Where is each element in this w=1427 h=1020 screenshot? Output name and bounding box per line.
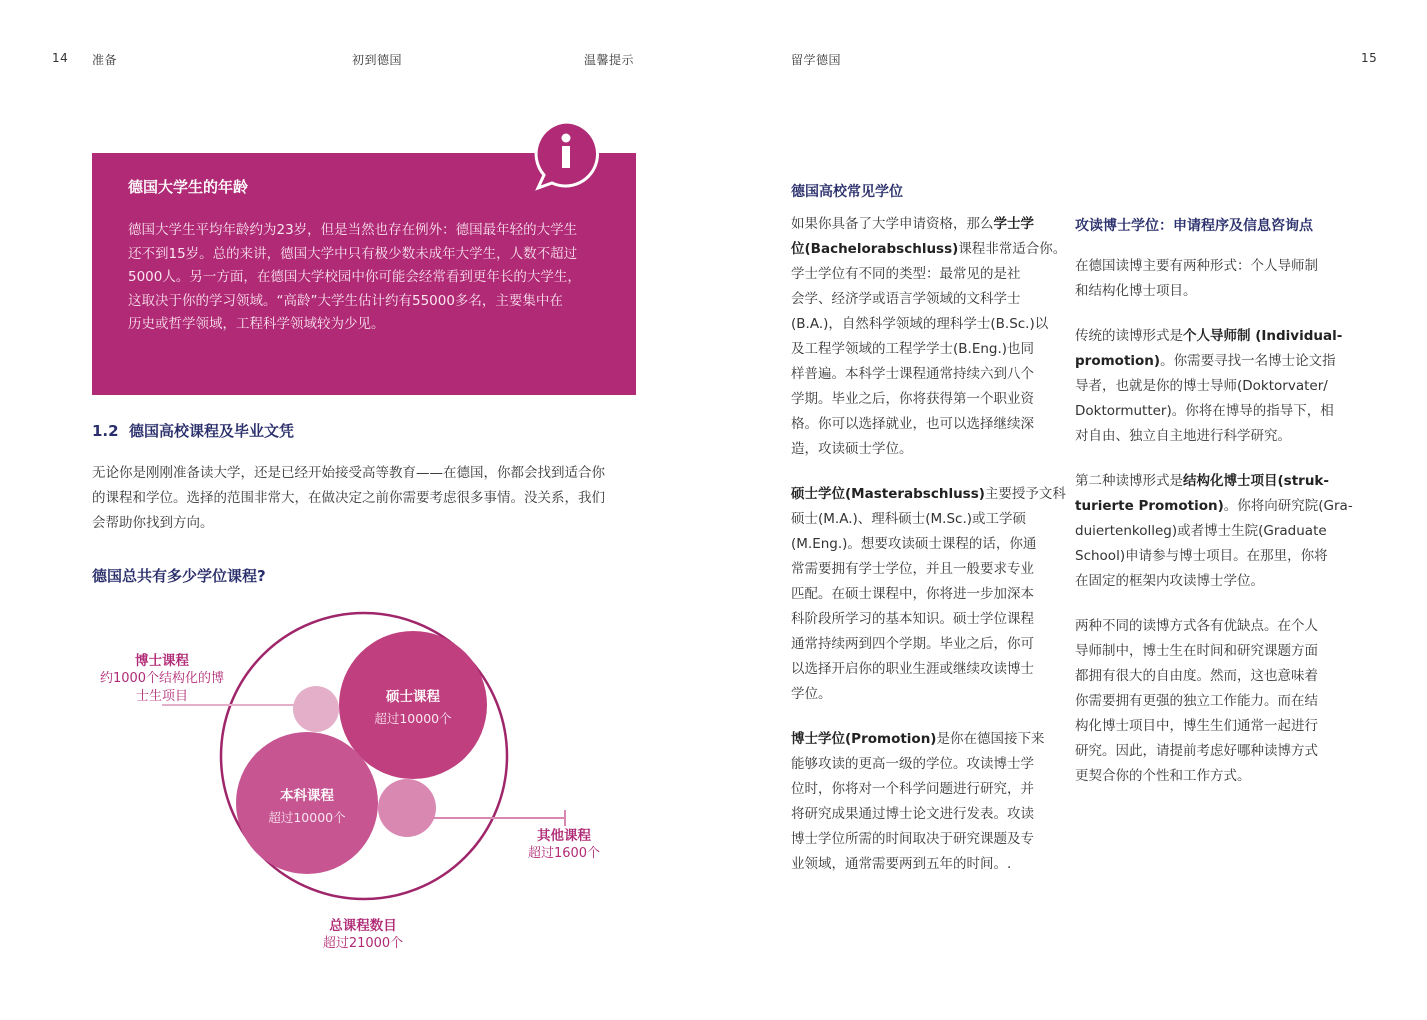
- text-segment: 导者，也就是你的博士导师(Doktorvater/: [1075, 378, 1328, 394]
- text-segment: (B.A.)，自然科学领域的理科学士(B.Sc.)以: [791, 316, 1049, 332]
- text-line: [1075, 614, 1341, 639]
- text-line: [1075, 689, 1341, 714]
- text-segment: 学期。毕业之后，你将获得第一个职业资: [791, 391, 1034, 407]
- info-box-line: 这取决于你的学习领域。“高龄”大学生估计约有55000多名，主要集中在: [128, 292, 563, 309]
- nav-arrival[interactable]: 初到德国: [352, 53, 403, 67]
- text-line: [791, 557, 1057, 582]
- page-number-right: 15: [1361, 51, 1378, 65]
- text-line: [791, 752, 1057, 777]
- bold-term: turierte Promotion): [1075, 498, 1224, 514]
- master-paragraph: [791, 482, 1066, 707]
- text-line: [791, 852, 1057, 877]
- text-line: [791, 507, 1057, 532]
- text-segment: 研究。因此，请提前考虑好哪种读博方式: [1075, 743, 1318, 759]
- text-segment: 构化博士项目中，博生生们通常一起进行: [1075, 718, 1318, 734]
- total-label: 总课程数目: [329, 918, 397, 934]
- info-icon: [528, 118, 604, 198]
- bold-term: 博士学位(Promotion): [791, 731, 937, 747]
- text-segment: 在德国读博主要有两种形式：个人导师制: [1075, 258, 1318, 274]
- text-segment: 格。你可以选择就业，也可以选择继续深: [791, 416, 1034, 432]
- text-segment: 位时，你将对一个科学问题进行研究，并: [791, 781, 1034, 797]
- text-segment: 硕士(M.A.)、理科硕士(M.Sc.)或工学硕: [791, 511, 1027, 527]
- text-segment: 博士学位所需的时间取决于研究课题及专: [791, 831, 1034, 847]
- structured-promotion-paragraph: [1075, 469, 1353, 594]
- text-segment: 。你将向研究院(Gra-: [1223, 498, 1353, 514]
- text-line: [791, 532, 1057, 557]
- master-label: 硕士课程: [386, 689, 440, 705]
- text-line: [1075, 254, 1341, 279]
- text-segment: 业领域，通常需要两到五年的时间。.: [791, 856, 1012, 872]
- bold-term: 个人导师制 (Individual-: [1183, 328, 1343, 344]
- text-line: [791, 802, 1057, 827]
- text-segment: 都拥有很大的自由度。然而，这也意味着: [1075, 668, 1318, 684]
- text-segment: 将研究成果通过博士论文进行发表。攻读: [791, 806, 1034, 822]
- chart-heading: 德国总共有多少学位课程?: [92, 567, 266, 585]
- text-line: [791, 362, 1057, 387]
- right-col1: [791, 212, 1067, 877]
- text-line: [791, 682, 1057, 707]
- section-number: 1.2: [92, 422, 119, 440]
- text-segment: duiertenkolleg)或者博士生院(Graduate: [1075, 523, 1327, 539]
- text-segment: 课程非常适合你。: [958, 241, 1067, 257]
- other-value: 超过1600个: [527, 846, 601, 861]
- text-line: [791, 582, 1057, 607]
- text-line: [1075, 324, 1341, 349]
- section-heading: [92, 420, 294, 441]
- text-line: [791, 287, 1057, 312]
- info-box-line: 历史或哲学领域，工程科学领域较为少见。: [128, 316, 385, 332]
- text-line: [1075, 639, 1341, 664]
- phd-label: 博士课程: [135, 653, 189, 669]
- bubble-master: [339, 631, 487, 779]
- text-segment: 你需要拥有更强的独立工作能力。而在结: [1075, 693, 1318, 709]
- bold-term: 学士学: [993, 216, 1034, 232]
- text-segment: 第二种读博形式是: [1075, 473, 1183, 489]
- text-line: [1075, 519, 1341, 544]
- text-segment: 学士学位有不同的类型：最常见的是社: [791, 266, 1021, 282]
- text-line: [791, 632, 1057, 657]
- text-line: [791, 237, 1067, 262]
- text-line: [791, 482, 1066, 507]
- text-line: [1075, 399, 1341, 424]
- text-segment: 传统的读博形式是: [1075, 328, 1183, 344]
- text-segment: 科阶段所学习的基本知识。硕士学位课程: [791, 611, 1034, 627]
- text-line: [1075, 764, 1341, 789]
- info-box-text: [128, 219, 600, 337]
- text-line: [791, 212, 1057, 237]
- text-segment: 。你需要寻找一名博士论文指: [1160, 353, 1336, 369]
- comparison-paragraph: [1075, 614, 1341, 789]
- text-segment: 样普遍。本科学士课程通常持续六到八个: [791, 366, 1034, 382]
- text-segment: 会学、经济学或语言学领域的文科学士: [791, 291, 1021, 307]
- text-line: [1075, 469, 1341, 494]
- text-line: [791, 387, 1057, 412]
- text-line: [791, 827, 1057, 852]
- text-line: [791, 437, 1057, 462]
- text-line: [1075, 544, 1341, 569]
- bold-term: 位(Bachelorabschluss): [791, 241, 959, 257]
- intro-line: 的课程和学位。选择的范围非常大，在做决定之前你需要考虑很多事情。没关系，我们: [92, 490, 605, 506]
- text-line: [1075, 714, 1341, 739]
- page-number-left: 14: [52, 51, 69, 65]
- text-line: [1075, 279, 1341, 304]
- text-segment: 在固定的框架内攻读博士学位。: [1075, 573, 1264, 589]
- text-line: [791, 337, 1057, 362]
- text-line: [791, 262, 1057, 287]
- text-segment: 常需要拥有学士学位，并且一般要求专业: [791, 561, 1034, 577]
- degrees-heading: 德国高校常见学位: [791, 184, 903, 200]
- text-line: [1075, 494, 1353, 519]
- text-line: [791, 727, 1057, 752]
- doctorate-paragraph: [791, 727, 1057, 877]
- nav-study-germany[interactable]: 留学德国: [791, 53, 842, 67]
- text-segment: 造，攻读硕士学位。: [791, 441, 913, 457]
- intro-line: 无论你是刚刚准备读大学，还是已经开始接受高等教育——在德国，你都会找到适合你: [92, 465, 605, 481]
- bachelor-paragraph: [791, 212, 1067, 462]
- intro-line: 会帮助你找到方向。: [92, 515, 214, 531]
- text-segment: 和结构化博士项目。: [1075, 283, 1197, 299]
- info-box-line: 还不到15岁。总的来讲，德国大学中只有极少数未成年大学生，人数不超过: [128, 245, 578, 262]
- bubble-other: [378, 779, 436, 837]
- text-segment: 对自由、独立自主地进行科学研究。: [1075, 428, 1291, 444]
- text-segment: 是你在德国接下来: [936, 731, 1045, 747]
- bachelor-label: 本科课程: [280, 788, 334, 804]
- text-segment: 通常持续两到四个学期。毕业之后，你可: [791, 636, 1034, 652]
- text-line: [791, 312, 1057, 337]
- text-line: [1075, 349, 1341, 374]
- text-segment: 如果你具备了大学申请资格，那么: [791, 216, 994, 232]
- text-line: [1075, 374, 1341, 399]
- text-segment: 主要授予文科: [984, 486, 1066, 502]
- text-segment: 更契合你的个性和工作方式。: [1075, 768, 1251, 784]
- bold-term: 结构化博士项目(struk-: [1183, 473, 1330, 489]
- text-line: [1075, 739, 1341, 764]
- section-intro: [92, 461, 640, 536]
- text-segment: 及工程学领域的工程学学士(B.Eng.)也同: [791, 341, 1035, 357]
- info-box-title: 德国大学生的年龄: [128, 178, 249, 196]
- total-value: 超过21000个: [322, 936, 404, 951]
- text-line: [1075, 569, 1341, 594]
- phd-procedure-heading: 攻读博士学位：申请程序及信息咨询点: [1075, 218, 1313, 234]
- nav-prepare[interactable]: 准备: [92, 53, 118, 67]
- text-segment: 能够攻读的更高一级的学位。攻读博士学: [791, 756, 1034, 772]
- text-line: [1075, 664, 1341, 689]
- text-segment: (M.Eng.)。想要攻读硕士课程的话，你通: [791, 536, 1037, 552]
- section-title: 德国高校课程及毕业文凭: [129, 422, 295, 440]
- text-line: [791, 657, 1057, 682]
- info-box-line: 德国大学生平均年龄约为23岁，但是当然也存在例外：德国最年轻的大学生: [128, 222, 578, 238]
- phd-value-line-2: 士生项目: [135, 689, 188, 704]
- bold-term: 硕士学位(Masterabschluss): [791, 486, 985, 502]
- bold-term: promotion): [1075, 353, 1161, 369]
- individual-promotion-paragraph: [1075, 324, 1341, 449]
- text-segment: 两种不同的读博方式各有优缺点。在个人: [1075, 618, 1318, 634]
- text-segment: 学位。: [791, 686, 832, 702]
- text-segment: 以选择开启你的职业生涯或继续攻读博士: [791, 661, 1034, 677]
- master-value: 超过10000个: [374, 711, 452, 726]
- bachelor-value: 超过10000个: [268, 810, 346, 825]
- text-segment: School)申请参与博士项目。在那里，你将: [1075, 548, 1328, 564]
- phd-forms-paragraph: [1075, 254, 1341, 304]
- phd-value-line-1: 约1000个结构化的博: [99, 671, 225, 686]
- bubble-phd: [293, 686, 339, 732]
- text-segment: Doktormutter)。你将在博导的指导下，相: [1075, 403, 1334, 419]
- text-line: [791, 412, 1057, 437]
- text-segment: 导师制中，博士生在时间和研究课题方面: [1075, 643, 1318, 659]
- text-line: [791, 777, 1057, 802]
- text-line: [791, 607, 1057, 632]
- info-box-line: 5000人。另一方面，在德国大学校园中你可能会经常看到更年长的大学生，: [128, 269, 581, 285]
- right-col2: [1075, 254, 1353, 789]
- nav-tips[interactable]: 温馨提示: [584, 53, 635, 67]
- text-segment: 匹配。在硕士课程中，你将进一步加深本: [791, 586, 1034, 602]
- other-label: 其他课程: [537, 828, 591, 844]
- text-line: [1075, 424, 1341, 449]
